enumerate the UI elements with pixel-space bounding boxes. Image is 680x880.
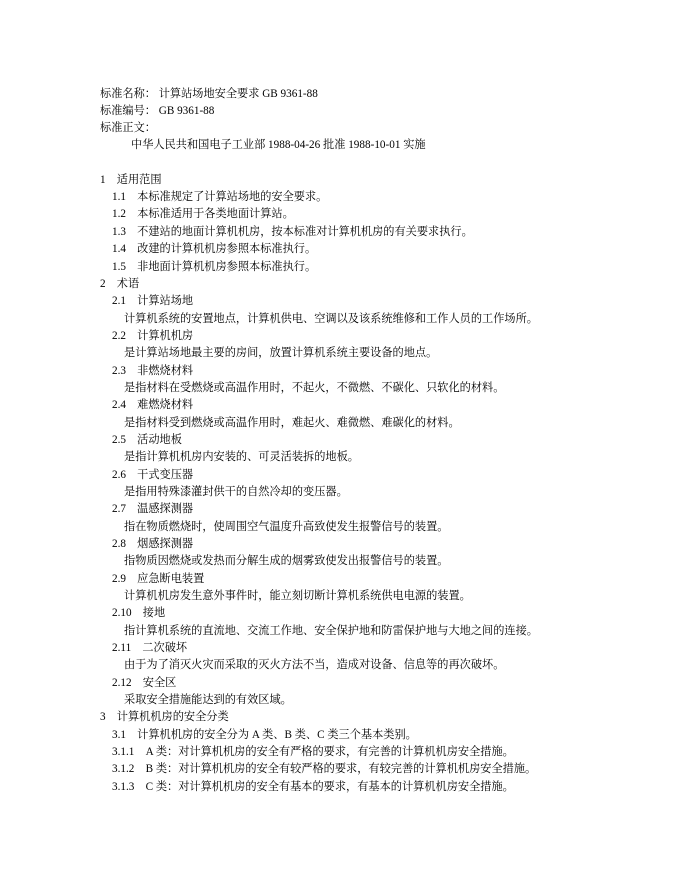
term-heading: 2.6 干式变压器 [112,469,194,481]
term-heading: 2.9 应急断电装置 [112,573,205,585]
section-heading: 3 计算机机房的安全分类 [100,711,229,723]
term-definition: 指在物质燃烧时，使周围空气温度升高致使发生报警信号的装置。 [124,521,449,533]
clause-line: 3.1.1 A 类：对计算机机房的安全有严格的要求，有完善的计算机机房安全措施。 [112,746,514,758]
term-heading: 2.11 二次破坏 [112,642,188,654]
term-definition: 是指用特殊漆灌封供干的自然冷却的变压器。 [124,486,348,498]
term-definition: 采取安全措施能达到的有效区域。 [124,694,292,706]
term-heading: 2.12 安全区 [112,677,177,689]
clause-line: 1.3 不建站的地面计算机机房，按本标准对计算机机房的有关要求执行。 [112,226,473,238]
section-heading: 2 术语 [100,278,140,290]
standard-body-label: 标准正文： [100,122,156,134]
term-heading: 2.2 计算机机房 [112,330,194,342]
clause-line: 3.1 计算机机房的安全分为 A 类、B 类、C 类三个基本类别。 [112,729,417,741]
clause-line: 1.5 非地面计算机机房参照本标准执行。 [112,261,317,273]
term-definition: 是指材料在受燃烧或高温作用时，不起火，不微燃、不碳化、只软化的材料。 [124,382,505,394]
term-definition: 指物质因燃烧或发热而分解生成的烟雾致使发出报警信号的装置。 [124,555,449,567]
term-definition: 计算机系统的安置地点，计算机供电、空调以及该系统维修和工作人员的工作场所。 [124,313,538,325]
clause-line: 3.1.3 C 类：对计算机机房的安全有基本的要求，有基本的计算机机房安全措施。 [112,781,514,793]
term-heading: 2.4 难燃烧材料 [112,399,194,411]
term-heading: 2.1 计算站场地 [112,295,194,307]
term-definition: 计算机机房发生意外事件时，能立刻切断计算机系统供电电源的装置。 [124,590,471,602]
term-heading: 2.5 活动地板 [112,434,182,446]
term-heading: 2.3 非燃烧材料 [112,365,194,377]
term-definition: 是指材料受到燃烧或高温作用时，难起火、难微燃、难碳化的材料。 [124,417,460,429]
term-definition: 是指计算机机房内安装的、可灵活装拆的地板。 [124,451,359,463]
issuer-line: 中华人民共和国电子工业部 1988-04-26 批准 1988-10-01 实施 [131,139,426,151]
clause-line: 1.1 本标准规定了计算站场地的安全要求。 [112,191,328,203]
term-definition: 由于为了消灭火灾而采取的灭火方法不当，造成对设备、信息等的再次破坏。 [124,659,505,671]
section-heading: 1 适用范围 [100,174,162,186]
clause-line: 3.1.2 B 类：对计算机机房的安全有较严格的要求，有较完善的计算机机房安全措施。 [112,763,537,775]
standard-number-line: 标准编号： GB 9361-88 [100,105,215,117]
term-heading: 2.10 接地 [112,607,166,619]
term-definition: 是计算站场地最主要的房间，放置计算机系统主要设备的地点。 [124,347,438,359]
clause-line: 1.4 改建的计算机机房参照本标准执行。 [112,243,317,255]
term-heading: 2.7 温感探测器 [112,503,194,515]
term-heading: 2.8 烟感探测器 [112,538,194,550]
standard-name-line: 标准名称： 计算站场地安全要求 GB 9361-88 [100,88,318,100]
clause-line: 1.2 本标准适用于各类地面计算站。 [112,208,294,220]
term-definition: 指计算机系统的直流地、交流工作地、安全保护地和防雷保护地与大地之间的连接。 [124,625,538,637]
